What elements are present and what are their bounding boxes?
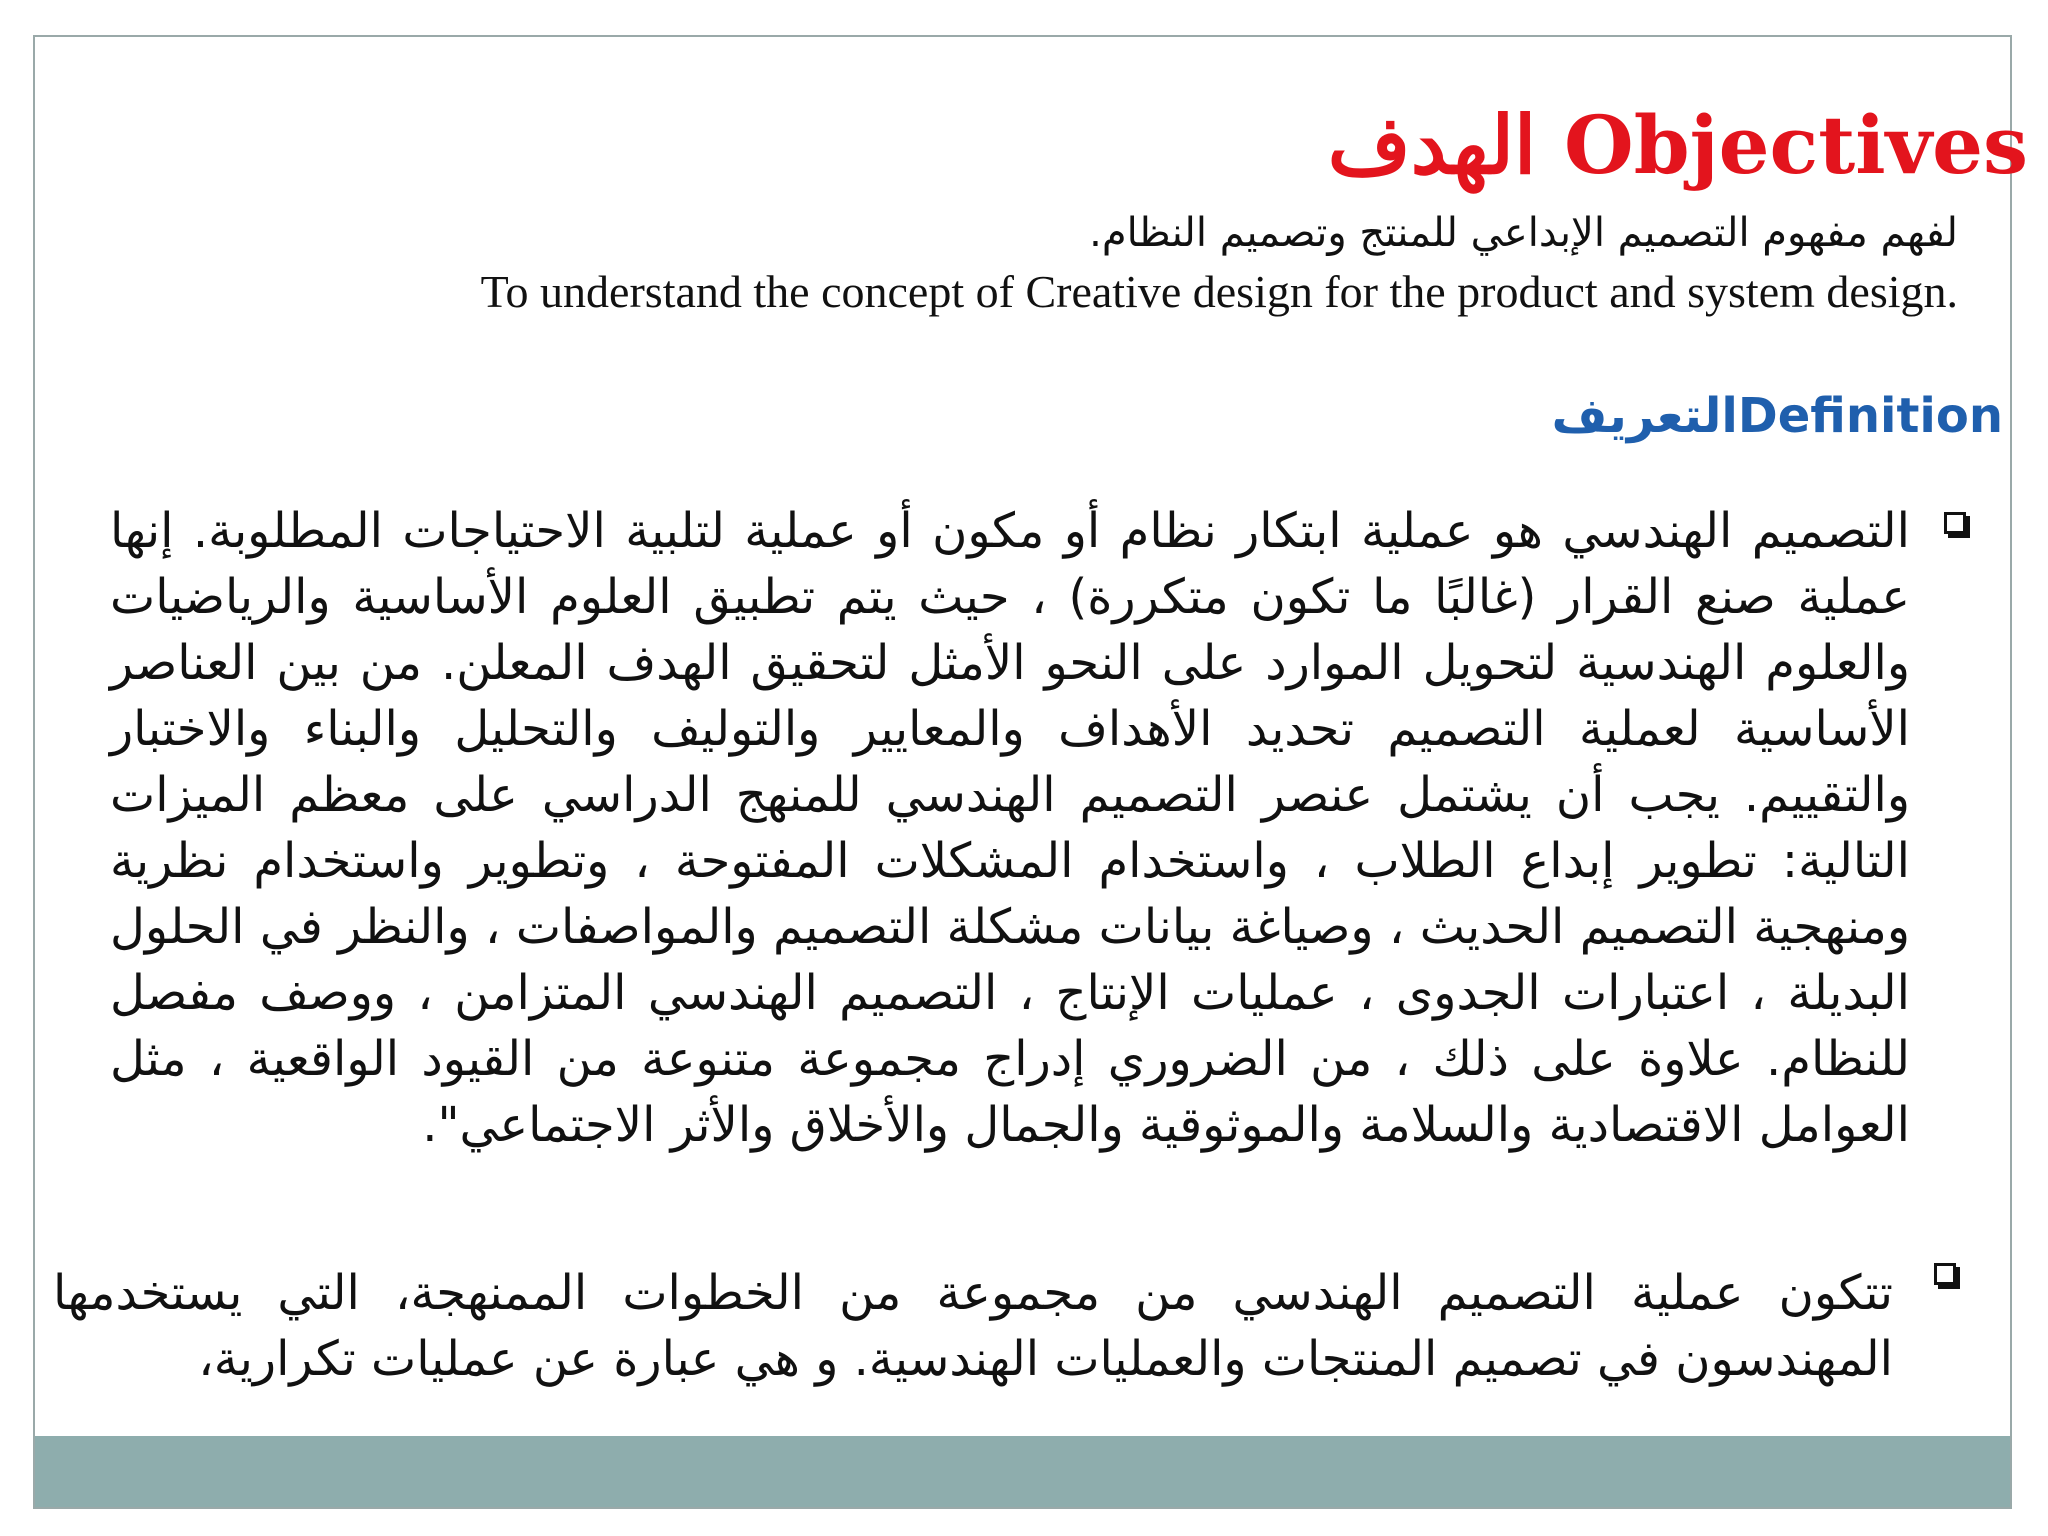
slide-title: الهدف Objectives — [1327, 98, 2028, 192]
objective-arabic: لفهم مفهوم التصميم الإبداعي للمنتج وتصميم النظام. — [1089, 210, 1958, 256]
footer-band — [35, 1436, 2010, 1507]
checkbox-bullet-icon — [1934, 1263, 1956, 1285]
definition-heading: التعريفDefinition — [1551, 388, 2003, 444]
objective-english: To understand the concept of Creative design for the product and system design. — [480, 266, 1958, 317]
definition-paragraph: التصميم الهندسي هو عملية ابتكار نظام أو مكون أو عملية لتلبية الاحتياجات المطلوبة. إنها عملية صنع القرار (غالبًا ما تكون متكررة) ، حيث يتم تطبيق العلوم الأساسية والرياضيات والعلوم الهندسية لتحويل الموارد على النحو الأمثل لتحقيق الهدف المعلن. من بين العناصر الأساسية لعملية التصميم تحديد الأهداف والمعايير والتوليف والتحليل والبناء والاختبار والتقييم. يجب أن يشتمل عنصر التصميم الهندسي للمنهج الدراسي على معظم الميزات التالية: تطوير إبداع الطلاب ، واستخدام المشكلات المفتوحة ، وتطوير واستخدام نظرية ومنهجية التصميم الحديث ، وصياغة بيانات مشكلة التصميم والمواصفات ، والنظر في الحلول البديلة ، اعتبارات الجدوى ، عمليات الإنتاج ، التصميم الهندسي المتزامن ، ووصف مفصل للنظام. علاوة على ذلك ، من الضروري إدراج مجموعة متنوعة من القيود الواقعية ، مثل العوامل الاقتصادية والسلامة والموثوقية والجمال والأخلاق والأثر الاجتماعي". — [110, 503, 1910, 1153]
design-process-paragraph: تتكون عملية التصميم الهندسي من مجموعة من الخطوات الممنهجة، التي يستخدمها المهندسون في تصميم المنتجات والعمليات الهندسية. و هي عبارة عن عمليات تكرارية، — [53, 1265, 1893, 1387]
checkbox-bullet-icon — [1944, 512, 1966, 534]
